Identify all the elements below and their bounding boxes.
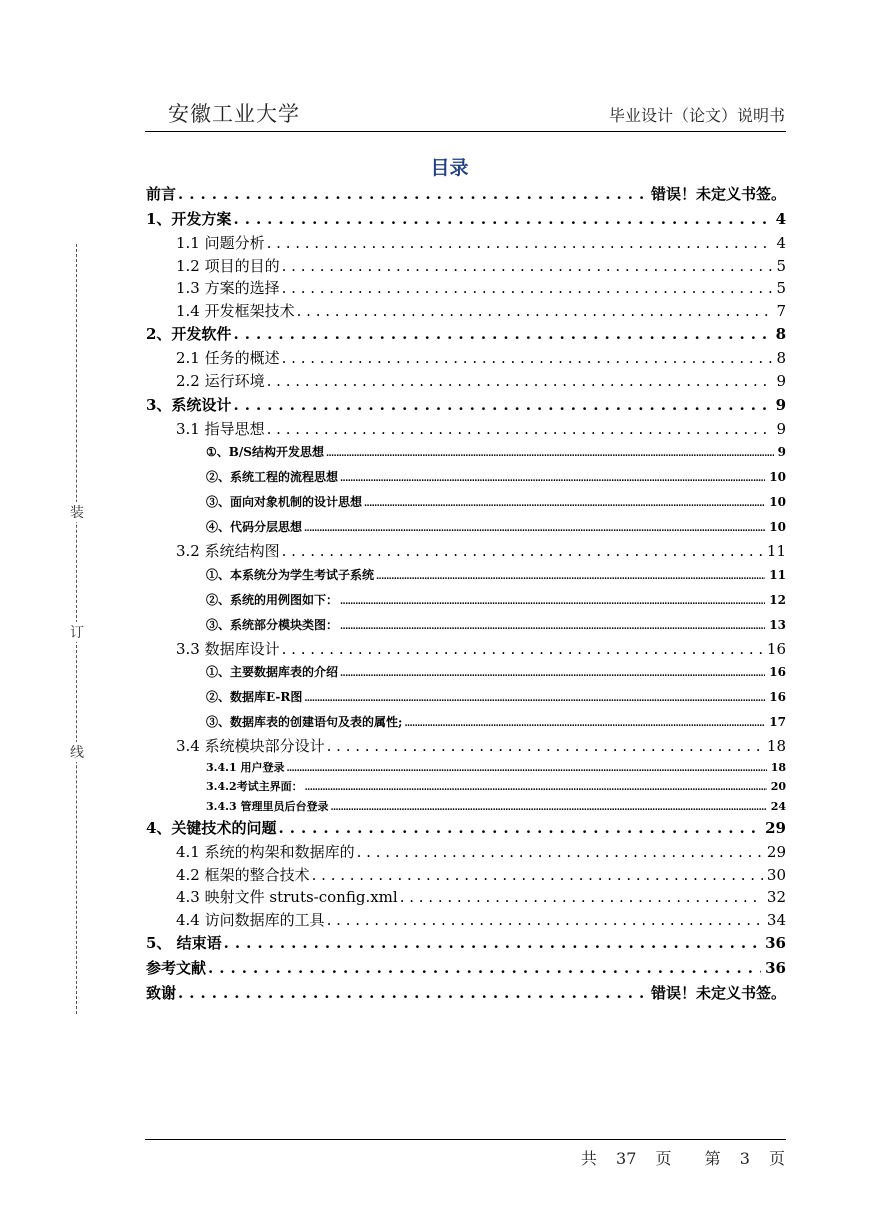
toc-leader xyxy=(327,735,763,758)
toc-entry-label: 3.3 数据库设计 xyxy=(176,639,280,658)
toc-entry-3-2-a[interactable] xyxy=(146,563,786,588)
toc-entry-3-4-2[interactable] xyxy=(146,777,786,796)
toc-entry-3[interactable] xyxy=(146,393,786,418)
toc-entry-page: 16 xyxy=(766,639,786,658)
toc-leader xyxy=(282,638,763,661)
toc-entry-label: ②、数据库E-R图 xyxy=(206,690,303,705)
toc-entry-label: 1、开发方案 xyxy=(146,210,232,228)
toc-entry-label: ②、系统的用例图如下： xyxy=(206,592,339,607)
toc-entry-label: 3.2 系统结构图 xyxy=(176,542,280,561)
toc-entry-3-1-a[interactable] xyxy=(146,440,786,465)
binding-char-zhuang: 装 xyxy=(68,502,86,522)
binding-char-xian: 线 xyxy=(68,742,86,762)
footer-current-label: 第 xyxy=(704,1149,721,1168)
table-of-contents xyxy=(146,182,786,1006)
toc-entry-label: ①、主要数据库表的介绍 xyxy=(206,665,339,680)
header-university: 安徽工业大学 xyxy=(168,102,300,126)
toc-entry-3-2[interactable] xyxy=(146,540,786,563)
toc-entry-2-2[interactable] xyxy=(146,370,786,393)
toc-entry-4-1[interactable] xyxy=(146,841,786,864)
toc-entry-3-4[interactable] xyxy=(146,735,786,758)
toc-entry-page: 9 xyxy=(776,419,786,438)
toc-leader xyxy=(312,864,763,887)
toc-entry-page: 7 xyxy=(776,301,786,320)
toc-entry-label: 1.1 问题分析 xyxy=(176,234,265,252)
toc-entry-preface[interactable] xyxy=(146,182,786,207)
toc-entry-label: 2.2 运行环境 xyxy=(176,371,265,390)
toc-entry-page: 5 xyxy=(776,256,786,275)
toc-entry-label: 3.4.2考试主界面： xyxy=(206,780,303,794)
toc-entry-4-4[interactable] xyxy=(146,909,786,932)
toc-entry-label: 1.4 开发框架技术 xyxy=(176,301,295,320)
toc-entry-page: 18 xyxy=(766,737,786,756)
toc-leader xyxy=(267,418,773,441)
toc-leader xyxy=(357,841,763,864)
toc-leader xyxy=(282,277,773,300)
toc-entry-page: 20 xyxy=(770,780,786,794)
toc-entry-label: 3.4 系统模块部分设计 xyxy=(176,737,325,756)
toc-entry-label: ②、系统工程的流程思想 xyxy=(206,470,339,485)
toc-entry-3-1-b[interactable] xyxy=(146,465,786,490)
toc-entry-label: 3.4.3 管理里员后台登录 xyxy=(206,799,329,813)
toc-entry-2-1[interactable] xyxy=(146,347,786,370)
toc-entry-3-4-3[interactable] xyxy=(146,797,786,816)
toc-entry-page: 9 xyxy=(776,371,786,390)
toc-entry-page: 9 xyxy=(777,445,786,460)
toc-entry-1[interactable] xyxy=(146,207,786,232)
toc-entry-3-3[interactable] xyxy=(146,638,786,661)
toc-leader xyxy=(178,182,647,207)
toc-entry-label: 1.3 方案的选择 xyxy=(176,279,280,298)
toc-entry-page: 36 xyxy=(765,934,786,953)
toc-leader xyxy=(267,370,773,393)
header-document-type: 毕业设计（论文）说明书 xyxy=(608,106,785,125)
toc-leader xyxy=(282,347,773,370)
binding-char-ding: 订 xyxy=(68,622,86,642)
toc-leader xyxy=(376,563,765,590)
toc-leader xyxy=(282,255,773,278)
toc-entry-page: 4 xyxy=(776,234,786,252)
footer-total-label: 共 xyxy=(580,1149,597,1168)
toc-entry-3-3-a[interactable] xyxy=(146,660,786,685)
toc-entry-label: 3.1 指导思想 xyxy=(176,419,265,438)
toc-leader xyxy=(327,909,763,932)
footer-total-unit: 页 xyxy=(655,1149,672,1168)
toc-leader xyxy=(282,540,763,563)
toc-entry-page: 5 xyxy=(776,279,786,298)
toc-entry-3-2-b[interactable] xyxy=(146,588,786,613)
toc-entry-page: 13 xyxy=(769,617,786,632)
toc-leader xyxy=(233,393,771,418)
toc-entry-label: 4.3 映射文件 struts-config.xml xyxy=(176,888,398,907)
toc-entry-label: 2、开发软件 xyxy=(146,325,232,344)
toc-entry-label: ③、系统部分模块类图： xyxy=(206,617,339,632)
toc-entry-label: ③、面向对象机制的设计思想 xyxy=(206,495,363,510)
toc-entry-5[interactable] xyxy=(146,931,786,956)
toc-entry-label: 5、 结束语 xyxy=(146,934,222,953)
toc-entry-page: 36 xyxy=(765,959,786,978)
toc-entry-page: 10 xyxy=(769,470,786,485)
toc-entry-page: 8 xyxy=(775,325,786,344)
toc-leader xyxy=(340,613,765,640)
toc-entry-label: 4.4 访问数据库的工具 xyxy=(176,910,325,929)
toc-entry-3-1-d[interactable] xyxy=(146,515,786,540)
toc-entry-page: 29 xyxy=(765,819,786,838)
toc-leader xyxy=(340,660,765,687)
toc-entry-page: 10 xyxy=(769,520,786,535)
toc-entry-page: 11 xyxy=(766,542,786,561)
toc-entry-page: 12 xyxy=(769,592,786,607)
toc-leader xyxy=(305,777,767,798)
toc-entry-label: 4、关键技术的问题 xyxy=(146,819,277,838)
toc-leader xyxy=(267,232,773,255)
toc-entry-page: 错误！未定义书签。 xyxy=(650,185,786,203)
toc-entry-4-2[interactable] xyxy=(146,864,786,887)
toc-leader xyxy=(286,758,766,779)
toc-leader xyxy=(233,207,771,232)
toc-leader xyxy=(400,886,763,909)
toc-entry-references[interactable] xyxy=(146,956,786,981)
toc-leader xyxy=(330,797,766,818)
toc-entry-page: 18 xyxy=(770,760,786,774)
toc-leader xyxy=(278,816,761,841)
toc-entry-3-4-1[interactable] xyxy=(146,758,786,777)
toc-entry-label: 参考文献 xyxy=(146,959,207,978)
toc-entry-label: 4.1 系统的构架和数据库的 xyxy=(176,843,355,862)
footer-total-pages: 37 xyxy=(616,1149,637,1168)
toc-leader xyxy=(233,322,771,347)
toc-entry-3-3-b[interactable] xyxy=(146,685,786,710)
toc-leader xyxy=(404,710,765,737)
toc-entry-label: ①、B/S结构开发思想 xyxy=(206,445,324,460)
toc-entry-label: ①、本系统分为学生考试子系统 xyxy=(206,567,375,582)
toc-entry-3-1-c[interactable] xyxy=(146,490,786,515)
toc-title: 目录 xyxy=(430,157,469,179)
toc-entry-1-3[interactable] xyxy=(146,277,786,300)
toc-leader xyxy=(364,490,765,517)
toc-entry-page: 16 xyxy=(769,690,786,705)
toc-entry-label: 2.1 任务的概述 xyxy=(176,349,280,368)
toc-leader xyxy=(224,931,761,956)
toc-leader xyxy=(178,981,647,1006)
toc-leader xyxy=(297,300,773,323)
toc-entry-page: 11 xyxy=(769,567,786,582)
footer-current-page: 3 xyxy=(739,1149,750,1168)
toc-leader xyxy=(304,685,765,712)
footer-rule xyxy=(145,1139,786,1140)
toc-entry-1-2[interactable] xyxy=(146,255,786,278)
toc-entry-label: 1.2 项目的目的 xyxy=(176,256,280,275)
toc-entry-acknowledgements[interactable] xyxy=(146,981,786,1006)
toc-entry-label: ④、代码分层思想 xyxy=(206,520,303,535)
toc-entry-page: 10 xyxy=(769,495,786,510)
toc-entry-page: 16 xyxy=(769,665,786,680)
toc-entry-page: 4 xyxy=(775,210,786,228)
toc-entry-page: 24 xyxy=(770,799,786,813)
toc-leader xyxy=(208,956,761,981)
toc-entry-page: 29 xyxy=(766,843,786,862)
toc-entry-page: 17 xyxy=(769,715,786,730)
toc-entry-page: 34 xyxy=(766,910,786,929)
toc-entry-label: 3、系统设计 xyxy=(146,395,232,414)
toc-entry-page: 30 xyxy=(766,865,786,884)
header-rule xyxy=(145,131,786,132)
toc-entry-2[interactable] xyxy=(146,322,786,347)
toc-entry-label: 致谢 xyxy=(146,984,177,1003)
toc-entry-3-2-c[interactable] xyxy=(146,613,786,638)
toc-leader xyxy=(304,515,765,542)
toc-entry-4[interactable] xyxy=(146,816,786,841)
footer-current-unit: 页 xyxy=(768,1149,785,1168)
toc-entry-page: 9 xyxy=(775,395,786,414)
toc-entry-1-4[interactable] xyxy=(146,300,786,323)
toc-entry-4-3[interactable] xyxy=(146,886,786,909)
toc-entry-1-1[interactable] xyxy=(146,232,786,255)
toc-entry-page: 错误！未定义书签。 xyxy=(650,984,786,1003)
toc-entry-label: 前言 xyxy=(146,185,177,203)
toc-leader xyxy=(340,588,765,615)
toc-leader xyxy=(326,440,774,467)
toc-entry-label: 3.4.1 用户登录 xyxy=(206,760,285,774)
toc-entry-page: 32 xyxy=(766,888,786,907)
toc-leader xyxy=(340,465,765,492)
page-footer xyxy=(571,1146,785,1169)
toc-entry-label: ③、数据库表的创建语句及表的属性; xyxy=(206,715,403,730)
toc-entry-3-3-c[interactable] xyxy=(146,710,786,735)
toc-entry-3-1[interactable] xyxy=(146,418,786,441)
toc-entry-page: 8 xyxy=(776,349,786,368)
toc-entry-label: 4.2 框架的整合技术 xyxy=(176,865,310,884)
